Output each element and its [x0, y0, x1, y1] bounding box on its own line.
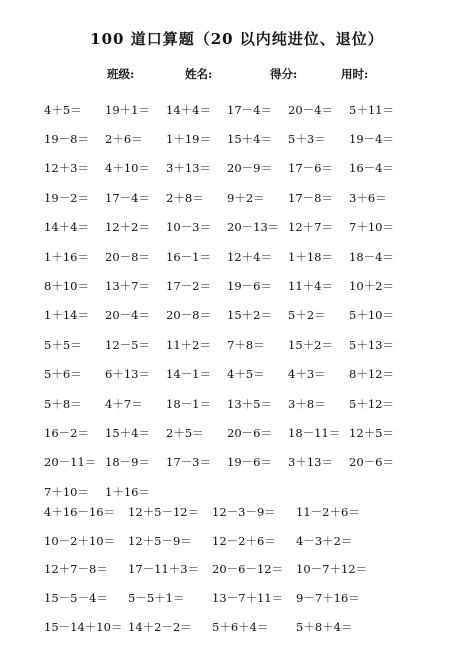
problem-item: 20－4＝	[288, 102, 333, 117]
problem-item: 5＋6＋4＝	[212, 619, 269, 634]
problem-item: 9－7＋16＝	[296, 591, 360, 606]
problem-item: 2＋8＝	[166, 190, 204, 205]
problem-item: 1＋14＝	[44, 308, 89, 323]
problem-item: 4＋10＝	[105, 161, 150, 176]
problem-item: 7＋10＝	[349, 220, 394, 235]
problem-item: 18－4＝	[349, 249, 394, 264]
problem-item: 4＋7＝	[105, 396, 143, 411]
problem-item: 17－11＋3＝	[128, 562, 200, 577]
problem-item: 18－9＝	[105, 455, 150, 470]
problem-item: 12－5＝	[105, 337, 150, 352]
problem-item: 3＋13＝	[288, 455, 333, 470]
class-label: 班级:	[107, 67, 135, 81]
problem-item: 8＋12＝	[349, 367, 394, 382]
problem-item: 1＋16＝	[105, 484, 150, 499]
problem-item: 11＋2＝	[166, 337, 211, 352]
problem-item: 20－6－12＝	[212, 562, 284, 577]
problem-row	[44, 527, 380, 556]
problem-item: 10－3＝	[166, 220, 211, 235]
problem-item: 17－2＝	[166, 279, 211, 294]
problem-grid-basic	[44, 95, 410, 506]
problem-item: 3＋8＝	[288, 396, 326, 411]
problem-item: 19－4＝	[349, 132, 394, 147]
problem-item: 10－7＋12＝	[296, 562, 368, 577]
problem-item: 12＋4＝	[227, 249, 272, 264]
problem-item: 20－13＝	[227, 220, 280, 235]
problem-row	[44, 555, 380, 584]
problem-row	[44, 584, 380, 613]
score-label: 得分:	[270, 67, 298, 81]
problem-item: 19－6＝	[227, 279, 272, 294]
problem-item: 10－2＋10＝	[44, 533, 116, 548]
problem-item: 4－3＋2＝	[296, 533, 353, 548]
problem-item: 5＋13＝	[349, 337, 394, 352]
problem-item: 13＋7＝	[105, 279, 150, 294]
problem-item: 5＋3＝	[288, 132, 326, 147]
problem-item: 11＋4＝	[288, 279, 333, 294]
problem-row	[44, 498, 380, 527]
problem-item: 20－6＝	[349, 455, 394, 470]
problem-row	[44, 330, 410, 359]
problem-item: 1＋18＝	[288, 249, 333, 264]
problem-item: 17－6＝	[288, 161, 333, 176]
time-label: 用时:	[341, 67, 369, 81]
problem-item: 20－8＝	[166, 308, 211, 323]
problem-item: 2＋5＝	[166, 425, 204, 440]
problem-item: 12＋3＝	[44, 161, 89, 176]
name-label: 姓名:	[185, 67, 213, 81]
problem-item: 12＋5－12＝	[128, 505, 200, 520]
problem-item: 6＋13＝	[105, 367, 150, 382]
problem-item: 1＋19＝	[166, 132, 211, 147]
problem-item: 4＋5＝	[44, 102, 82, 117]
problem-item: 9＋2＝	[227, 190, 265, 205]
problem-item: 7＋8＝	[227, 337, 265, 352]
problem-item: 18－1＝	[166, 396, 211, 411]
problem-item: 13－7＋11＝	[212, 591, 284, 606]
problem-item: 20－4＝	[105, 308, 150, 323]
problem-item: 10＋2＝	[349, 279, 394, 294]
problem-item: 15＋4＝	[105, 425, 150, 440]
problem-item: 3＋13＝	[166, 161, 211, 176]
problem-row	[44, 242, 410, 271]
problem-item: 20－6＝	[227, 425, 272, 440]
problem-item: 14＋2－2＝	[128, 619, 192, 634]
problem-item: 4＋16－16＝	[44, 505, 116, 520]
problem-item: 13＋5＝	[227, 396, 272, 411]
problem-item: 2＋6＝	[105, 132, 143, 147]
problem-item: 12＋7－8＝	[44, 562, 108, 577]
problem-item: 12＋2＝	[105, 220, 150, 235]
problem-item: 16－4＝	[349, 161, 394, 176]
problem-row	[44, 301, 410, 330]
problem-item: 19－8＝	[44, 132, 89, 147]
problem-item: 5＋2＝	[288, 308, 326, 323]
page-title: 100 道口算题（20 以内纯进位、退位）	[90, 30, 384, 48]
problem-item: 14＋4＝	[166, 102, 211, 117]
problem-item: 20－8＝	[105, 249, 150, 264]
problem-item: 19－2＝	[44, 190, 89, 205]
problem-item: 19＋1＝	[105, 102, 150, 117]
problem-item: 12＋5＝	[349, 425, 394, 440]
problem-item: 20－9＝	[227, 161, 272, 176]
problem-item: 12－2＋6＝	[212, 533, 276, 548]
problem-item: 8＋10＝	[44, 279, 89, 294]
problem-row	[44, 213, 410, 242]
problem-item: 19－6＝	[227, 455, 272, 470]
problem-row	[44, 360, 410, 389]
problem-item: 12＋7＝	[288, 220, 333, 235]
problem-row	[44, 612, 380, 641]
problem-row	[44, 448, 410, 477]
problem-item: 1＋16＝	[44, 249, 89, 264]
problem-item: 20－11＝	[44, 455, 97, 470]
problem-item: 11－2＋6＝	[296, 505, 360, 520]
problem-item: 7＋10＝	[44, 484, 89, 499]
problem-item: 5＋12＝	[349, 396, 394, 411]
problem-item: 5＋8＝	[44, 396, 82, 411]
problem-row	[44, 418, 410, 447]
problem-item: 17－8＝	[288, 190, 333, 205]
problem-row	[44, 154, 410, 183]
problem-item: 17－3＝	[166, 455, 211, 470]
problem-item: 5＋10＝	[349, 308, 394, 323]
problem-item: 17－4＝	[105, 190, 150, 205]
problem-item: 15＋2＝	[288, 337, 333, 352]
problem-item: 5＋8＋4＝	[296, 619, 353, 634]
problem-item: 3＋6＝	[349, 190, 387, 205]
problem-item: 12－3－9＝	[212, 505, 276, 520]
problem-item: 12＋5－9＝	[128, 533, 192, 548]
problem-row	[44, 271, 410, 300]
problem-item: 4＋5＝	[227, 367, 265, 382]
problem-item: 5＋6＝	[44, 367, 82, 382]
problem-item: 5＋11＝	[349, 102, 394, 117]
problem-row	[44, 124, 410, 153]
problem-item: 18－11＝	[288, 425, 341, 440]
problem-item: 4＋3＝	[288, 367, 326, 382]
problem-item: 15－5－4＝	[44, 591, 108, 606]
problem-item: 15＋2＝	[227, 308, 272, 323]
problem-item: 16－1＝	[166, 249, 211, 264]
problem-item: 15＋4＝	[227, 132, 272, 147]
problem-item: 5－5＋1＝	[128, 591, 185, 606]
problem-row	[44, 95, 410, 124]
problem-item: 14＋4＝	[44, 220, 89, 235]
problem-item: 15－14＋10＝	[44, 619, 123, 634]
problem-item: 17－4＝	[227, 102, 272, 117]
problem-item: 5＋5＝	[44, 337, 82, 352]
problem-row	[44, 389, 410, 418]
problem-item: 16－2＝	[44, 425, 89, 440]
problem-grid-mixed	[44, 498, 380, 641]
problem-row	[44, 183, 410, 212]
problem-item: 14－1＝	[166, 367, 211, 382]
